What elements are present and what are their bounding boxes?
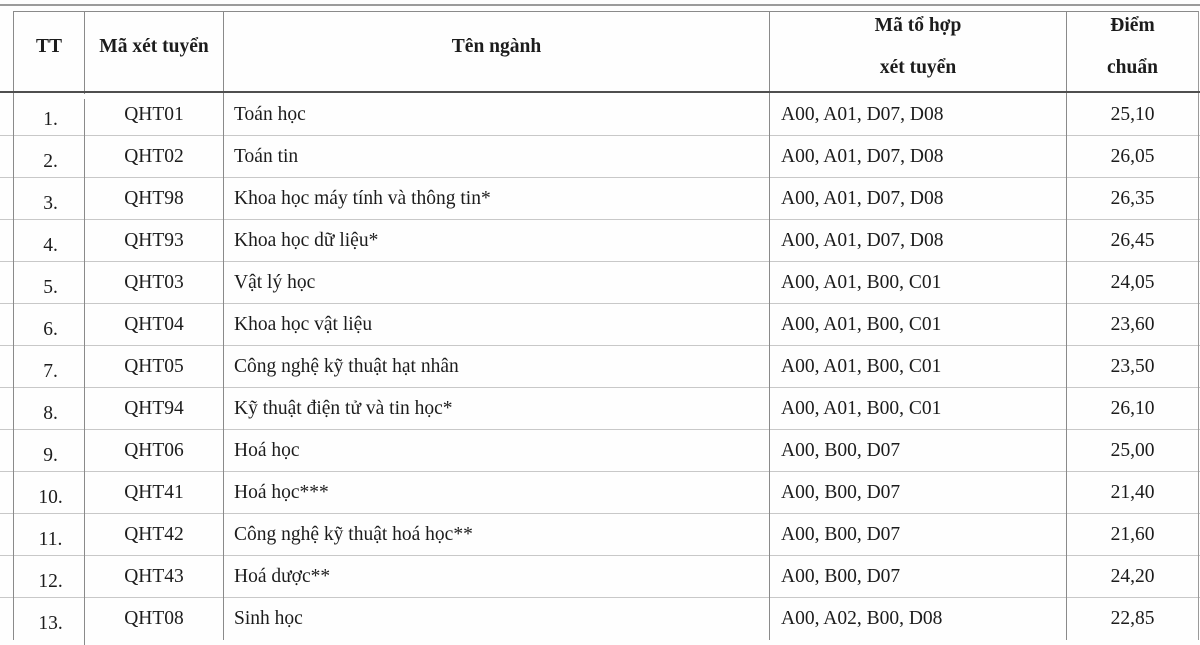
tt-cell: 5. xyxy=(14,267,85,309)
code-cell: QHT42 xyxy=(85,514,224,556)
combo-cell: A00, A02, B00, D08 xyxy=(770,598,1067,640)
major-cell: Khoa học máy tính và thông tin* xyxy=(224,178,770,220)
code-cell: QHT06 xyxy=(85,430,224,472)
header-tt: TT xyxy=(14,12,85,94)
code-cell: QHT05 xyxy=(85,346,224,388)
score-cell: 26,45 xyxy=(1110,230,1155,251)
score-cell: 26,35 xyxy=(1110,188,1155,209)
major-cell: Công nghệ kỹ thuật hoá học** xyxy=(224,514,770,556)
admission-score-table xyxy=(13,11,1199,640)
tt-cell: 9. xyxy=(14,435,85,477)
header-major-name: Tên ngành xyxy=(224,12,770,94)
header-benchmark-score xyxy=(1067,12,1198,94)
tt-cell: 4. xyxy=(14,225,85,267)
score-cell: 21,40 xyxy=(1110,482,1155,503)
header-combo-code xyxy=(770,12,1067,94)
header-admission-code: Mã xét tuyển xyxy=(85,12,224,94)
score-cell: 24,20 xyxy=(1110,566,1155,587)
code-cell: QHT08 xyxy=(85,598,224,640)
code-cell: QHT01 xyxy=(85,94,224,136)
score-cell: 25,10 xyxy=(1110,104,1155,125)
major-cell: Hoá dược** xyxy=(224,556,770,598)
combo-cell: A00, B00, D07 xyxy=(770,556,1067,598)
combo-cell: A00, A01, D07, D08 xyxy=(770,220,1067,262)
tt-cell: 13. xyxy=(14,603,85,645)
score-cell: 23,50 xyxy=(1110,356,1155,377)
header-combo-line2: xét tuyển xyxy=(879,57,957,78)
score-cell: 26,05 xyxy=(1110,146,1155,167)
header-divider xyxy=(0,91,1200,93)
code-cell: QHT43 xyxy=(85,556,224,598)
major-cell: Kỹ thuật điện tử và tin học* xyxy=(224,388,770,430)
score-cell: 25,00 xyxy=(1110,440,1155,461)
code-cell: QHT98 xyxy=(85,178,224,220)
combo-cell: A00, A01, B00, C01 xyxy=(770,346,1067,388)
score-cell: 24,05 xyxy=(1110,272,1155,293)
tt-cell: 1. xyxy=(14,99,85,141)
major-cell: Toán tin xyxy=(224,136,770,178)
major-cell: Hoá học xyxy=(224,430,770,472)
combo-cell: A00, A01, B00, C01 xyxy=(770,388,1067,430)
combo-cell: A00, B00, D07 xyxy=(770,472,1067,514)
tt-cell: 7. xyxy=(14,351,85,393)
combo-cell: A00, A01, D07, D08 xyxy=(770,136,1067,178)
combo-cell: A00, B00, D07 xyxy=(770,514,1067,556)
combo-cell: A00, A01, D07, D08 xyxy=(770,94,1067,136)
score-cell: 26,10 xyxy=(1110,398,1155,419)
tt-cell: 10. xyxy=(14,477,85,519)
combo-cell: A00, B00, D07 xyxy=(770,430,1067,472)
tt-cell: 3. xyxy=(14,183,85,225)
score-cell: 22,85 xyxy=(1110,608,1155,629)
header-score-line2: chuẩn xyxy=(1107,57,1158,78)
code-cell: QHT03 xyxy=(85,262,224,304)
code-cell: QHT94 xyxy=(85,388,224,430)
tt-cell: 8. xyxy=(14,393,85,435)
tt-cell: 11. xyxy=(14,519,85,561)
major-cell: Khoa học dữ liệu* xyxy=(224,220,770,262)
code-cell: QHT93 xyxy=(85,220,224,262)
tt-cell: 2. xyxy=(14,141,85,183)
score-cell: 21,60 xyxy=(1110,524,1155,545)
major-cell: Vật lý học xyxy=(224,262,770,304)
code-cell: QHT04 xyxy=(85,304,224,346)
combo-cell: A00, A01, D07, D08 xyxy=(770,178,1067,220)
header-combo-line1: Mã tổ hợp xyxy=(874,15,962,36)
combo-cell: A00, A01, B00, C01 xyxy=(770,262,1067,304)
tt-cell: 12. xyxy=(14,561,85,603)
page-top-divider xyxy=(0,4,1200,6)
major-cell: Hoá học*** xyxy=(224,472,770,514)
code-cell: QHT41 xyxy=(85,472,224,514)
major-cell: Khoa học vật liệu xyxy=(224,304,770,346)
major-cell: Công nghệ kỹ thuật hạt nhân xyxy=(224,346,770,388)
code-cell: QHT02 xyxy=(85,136,224,178)
tt-cell: 6. xyxy=(14,309,85,351)
major-cell: Sinh học xyxy=(224,598,770,640)
score-cell: 23,60 xyxy=(1110,314,1155,335)
header-score-line1: Điểm xyxy=(1110,15,1155,36)
major-cell: Toán học xyxy=(224,94,770,136)
combo-cell: A00, A01, B00, C01 xyxy=(770,304,1067,346)
